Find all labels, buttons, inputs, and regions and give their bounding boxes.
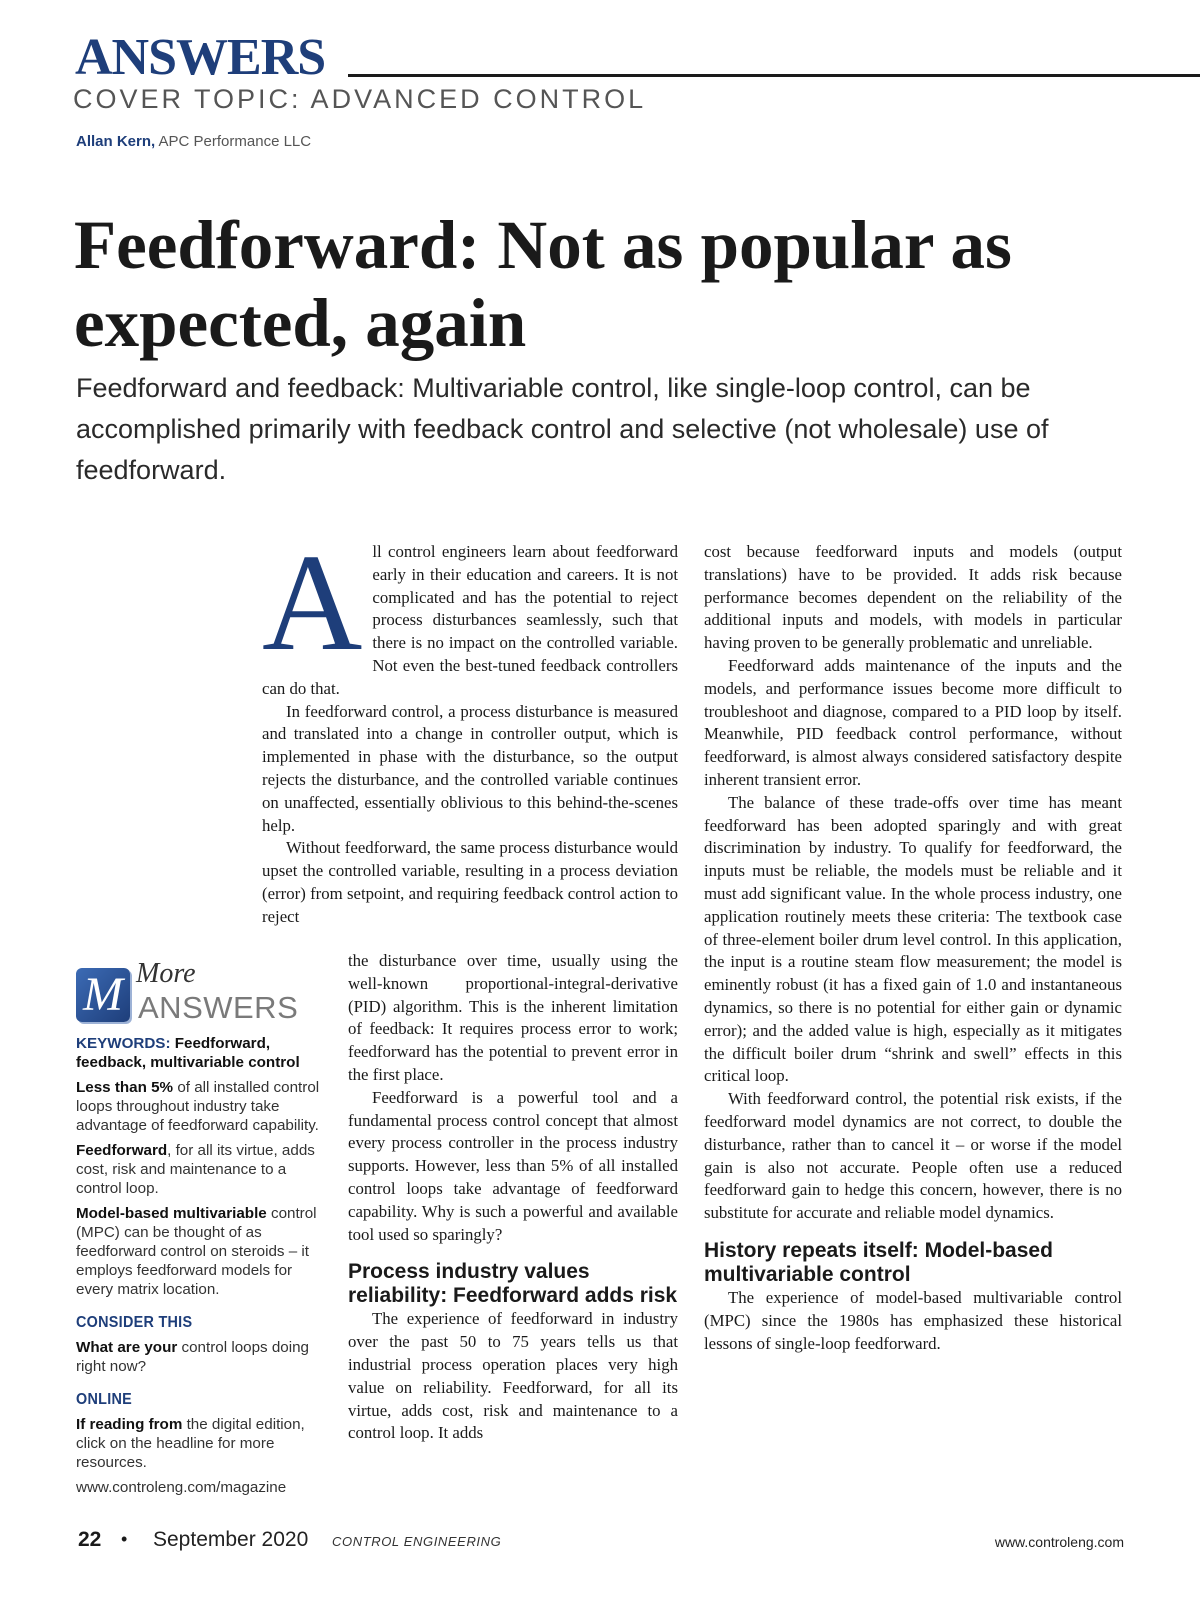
consider-this-text: What are your control loops doing right now? [76,1339,310,1375]
intro-paragraph [262,526,678,701]
sidebar-item: Model-based multivariable control (MPC) can be thought of as feedforward control on steroids – it employs feedforward models for every matrix location. [76,1205,317,1298]
keywords [76,1034,324,1072]
drop-cap: A [262,526,363,680]
footer-bullet: • [121,1529,128,1549]
logo-more-text: More [136,958,196,989]
online-link[interactable]: www.controleng.com/magazine [76,1479,287,1496]
more-answers-logo [76,958,324,1026]
more-answers-sidebar [76,958,324,1503]
subheading: History repeats itself: Model-based multivariable control [704,1238,1053,1286]
subheading: Process industry values reliability: Feedforward adds risk [348,1260,678,1308]
cover-topic: COVER TOPIC: ADVANCED CONTROL [73,84,647,114]
author-affiliation: APC Performance LLC [158,133,312,150]
body-paragraph: Without feedforward, the same process disturbance would upset the controlled variable, resulting in a process deviation (error) from setpoint, and requiring feedback control action to reject [262,838,678,926]
section-title: ANSWERS [75,29,326,86]
body-paragraph: cost because feedforward inputs and models (output translations) have to be provided. It adds risk because performance becomes dependent on the reliability of the additional inputs and models, with models in particular having proven to be generally problematic and unreliable. [704,542,1122,653]
body-paragraph: Feedforward adds maintenance of the inputs and the models, and performance issues become more difficult to troubleshoot and diagnose, compared to a PID loop by itself. Meanwhile, PID feedback control performance, without feedforward, is almost always considered satisfactory despite inherent transient error. [704,655,1122,789]
issue-date: September 2020 [153,1528,309,1551]
author-name: Allan Kern, [76,133,156,150]
m-badge-icon: M [76,968,130,1022]
page-footer [0,1528,1200,1558]
section-divider [348,74,1200,77]
magazine-name: CONTROL ENGINEERING [332,1534,502,1549]
sidebar-item: Less than 5% of all installed control loops throughout industry take advantage of feedforward capability. [76,1079,320,1134]
byline [76,133,311,150]
body-paragraph: The experience of feedforward in industry over the past 50 to 75 years tells us that industrial process operation places very high value on reliability. Feedforward, for all its virtue, adds cost, risk and maintenance to a control loop. It adds [348,1309,678,1443]
online-text: If reading from the digital edition, click on the headline for more resources. [76,1416,305,1471]
body-paragraph: The experience of model-based multivariable control (MPC) since the 1980s has emphasized these historical lessons of single-loop feedforward. [704,1287,1122,1353]
body-paragraph: The balance of these trade-offs over time has meant feedforward has been adopted sparingly and with great discrimination by industry. To qualify for feedforward, the inputs must be reliable, the models must be reliable and it must add significant value. In the whole process industry, one application routinely meets these criteria: The textbook case of three-element boiler drum level control. In this application, the input is a routine steam flow measurement; the model is eminently robust (it has a fixed gain of 1.0 and instantaneous dynamics, so there is no potential for either gain or dynamic error); and the added value is high, especially as it mitigates the difficult boiler drum “shrink and swell” effects in this critical loop. [704,792,1122,1086]
intro-paragraph-text: ll control engineers learn about feedforward early in their education and careers. It is not complicated and has the potential to reject process disturbances seamlessly, such that there is no impact on the controlled variable. Not even the best-tuned feedback controllers can do that. [262,542,678,698]
article-column-1 [262,526,678,929]
footer-url[interactable]: www.controleng.com [994,1534,1124,1550]
logo-answers-text: ANSWERS [138,990,299,1025]
consider-this-heading: CONSIDER THIS [76,1314,193,1331]
keywords-text: Feedforward, feedback, multivariable control [76,1035,300,1071]
body-paragraph: the disturbance over time, usually using the well-known proportional-integral-derivative (PID) algorithm. This is the inherent limitation of feedback: It requires process error to work; feedforward has the potential to prevent error in the first place. [348,951,678,1084]
page-number: 22 [78,1528,102,1551]
sidebar-item: Feedforward, for all its virtue, adds cost, risk and maintenance to a control loop. [76,1142,315,1197]
article-deck: Feedforward and feedback: Multivariable control, like single-loop control, can be accomplished primarily with feedback control and selective (not wholesale) use of feedforward. [76,373,1049,485]
online-heading: ONLINE [76,1391,133,1408]
article-column-2 [348,950,678,1445]
body-paragraph: In feedforward control, a process disturbance is measured and translated into a change in controller output, which is implemented in phase with the disturbance, so the output rejects the disturbance, and the controlled variable continues on unaffected, essentially oblivious to this behind-the-scenes help. [262,701,678,835]
article-column-3 [704,541,1122,1355]
body-paragraph: With feedforward control, the potential risk exists, if the feedforward model dynamics are not correct, to double the disturbance, rather than to cancel it – or worse if the model gain is also not accurate. People often use a reduced feedforward gain to hedge this concern, however, there is no substitute for accurate and reliable model dynamics. [704,1089,1122,1223]
keywords-label: KEYWORDS: [76,1035,171,1052]
body-paragraph: Feedforward is a powerful tool and a fundamental process control concept that almost every process controller in the process industry supports. However, less than 5% of all installed control loops take advantage of feedforward capability. Why is such a powerful and available tool used so sparingly? [348,1087,678,1244]
article-headline[interactable]: Feedforward: Not as popular as expected, again [74,207,1012,361]
